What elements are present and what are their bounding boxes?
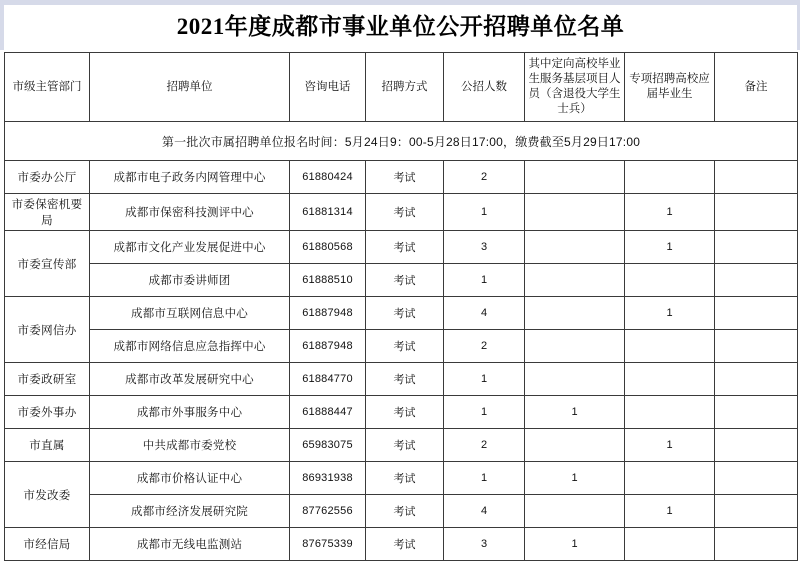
registration-notice: 第一批次市属招聘单位报名时间：5月24日9：00-5月28日17:00，缴费截至5月29日17:00 bbox=[5, 122, 798, 161]
cell-special-count: 1 bbox=[625, 231, 715, 264]
cell-phone: 61888447 bbox=[290, 396, 366, 429]
cell-special-count bbox=[625, 528, 715, 561]
cell-recruiting-unit: 成都市改革发展研究中心 bbox=[90, 363, 290, 396]
cell-supervising-department: 市经信局 bbox=[5, 528, 90, 561]
cell-recruiting-unit: 成都市互联网信息中心 bbox=[90, 297, 290, 330]
cell-special-count bbox=[625, 264, 715, 297]
table-row bbox=[5, 194, 798, 231]
cell-remark bbox=[715, 297, 798, 330]
cell-remark bbox=[715, 528, 798, 561]
cell-supervising-department: 市委外事办 bbox=[5, 396, 90, 429]
recruitment-table bbox=[4, 52, 798, 561]
cell-recruitment-method: 考试 bbox=[366, 495, 444, 528]
cell-recruiting-unit: 成都市无线电监测站 bbox=[90, 528, 290, 561]
cell-recruiting-unit: 成都市价格认证中心 bbox=[90, 462, 290, 495]
cell-special-count: 1 bbox=[625, 495, 715, 528]
cell-remark bbox=[715, 495, 798, 528]
column-header-recruiting-unit: 招聘单位 bbox=[90, 53, 290, 122]
cell-recruiting-unit: 成都市文化产业发展促进中心 bbox=[90, 231, 290, 264]
table-row bbox=[5, 495, 798, 528]
cell-recruiting-unit: 成都市网络信息应急指挥中心 bbox=[90, 330, 290, 363]
table-row bbox=[5, 363, 798, 396]
cell-special-count: 1 bbox=[625, 194, 715, 231]
table-header bbox=[5, 53, 798, 122]
cell-special-count bbox=[625, 363, 715, 396]
cell-phone: 61880568 bbox=[290, 231, 366, 264]
cell-supervising-department: 市委政研室 bbox=[5, 363, 90, 396]
cell-supervising-department: 市委网信办 bbox=[5, 297, 90, 363]
cell-supervising-department: 市委办公厅 bbox=[5, 161, 90, 194]
cell-recruitment-method: 考试 bbox=[366, 363, 444, 396]
column-header-remark: 备注 bbox=[715, 53, 798, 122]
cell-remark bbox=[715, 330, 798, 363]
cell-supervising-department: 市发改委 bbox=[5, 462, 90, 528]
cell-remark bbox=[715, 264, 798, 297]
column-header-supervising-department: 市级主管部门 bbox=[5, 53, 90, 122]
cell-public-count: 1 bbox=[444, 264, 525, 297]
cell-grassroots-count bbox=[525, 330, 625, 363]
cell-public-count: 4 bbox=[444, 495, 525, 528]
cell-recruitment-method: 考试 bbox=[366, 462, 444, 495]
cell-recruiting-unit: 成都市外事服务中心 bbox=[90, 396, 290, 429]
cell-recruitment-method: 考试 bbox=[366, 161, 444, 194]
table-row bbox=[5, 396, 798, 429]
cell-recruitment-method: 考试 bbox=[366, 264, 444, 297]
cell-recruitment-method: 考试 bbox=[366, 429, 444, 462]
cell-grassroots-count: 1 bbox=[525, 396, 625, 429]
column-header-grassroots-program: 其中定向高校毕业生服务基层项目人员（含退役大学生士兵） bbox=[525, 53, 625, 122]
cell-grassroots-count bbox=[525, 231, 625, 264]
cell-recruitment-method: 考试 bbox=[366, 194, 444, 231]
cell-recruitment-method: 考试 bbox=[366, 396, 444, 429]
cell-phone: 61884770 bbox=[290, 363, 366, 396]
cell-grassroots-count bbox=[525, 363, 625, 396]
cell-recruiting-unit: 中共成都市委党校 bbox=[90, 429, 290, 462]
page-title: 2021年度成都市事业单位公开招聘单位名单 bbox=[176, 14, 625, 39]
cell-recruiting-unit: 成都市保密科技测评中心 bbox=[90, 194, 290, 231]
document-body bbox=[4, 5, 797, 561]
cell-recruiting-unit: 成都市委讲师团 bbox=[90, 264, 290, 297]
cell-special-count bbox=[625, 396, 715, 429]
cell-phone: 61880424 bbox=[290, 161, 366, 194]
cell-public-count: 1 bbox=[444, 194, 525, 231]
cell-remark bbox=[715, 363, 798, 396]
cell-public-count: 3 bbox=[444, 231, 525, 264]
cell-remark bbox=[715, 462, 798, 495]
cell-grassroots-count bbox=[525, 194, 625, 231]
cell-special-count: 1 bbox=[625, 297, 715, 330]
cell-phone: 65983075 bbox=[290, 429, 366, 462]
column-header-special-graduates: 专项招聘高校应届毕业生 bbox=[625, 53, 715, 122]
cell-supervising-department: 市直属 bbox=[5, 429, 90, 462]
table-row bbox=[5, 462, 798, 495]
cell-grassroots-count: 1 bbox=[525, 528, 625, 561]
cell-phone: 61881314 bbox=[290, 194, 366, 231]
table-body bbox=[5, 122, 798, 561]
column-header-recruitment-method: 招聘方式 bbox=[366, 53, 444, 122]
cell-phone: 61888510 bbox=[290, 264, 366, 297]
table-row bbox=[5, 297, 798, 330]
cell-public-count: 1 bbox=[444, 396, 525, 429]
cell-grassroots-count bbox=[525, 429, 625, 462]
cell-special-count bbox=[625, 330, 715, 363]
column-header-public-count: 公招人数 bbox=[444, 53, 525, 122]
cell-recruiting-unit: 成都市电子政务内网管理中心 bbox=[90, 161, 290, 194]
notice-row bbox=[5, 122, 798, 161]
table-row bbox=[5, 330, 798, 363]
table-row bbox=[5, 264, 798, 297]
cell-public-count: 2 bbox=[444, 161, 525, 194]
cell-public-count: 3 bbox=[444, 528, 525, 561]
cell-supervising-department: 市委宣传部 bbox=[5, 231, 90, 297]
table-row bbox=[5, 429, 798, 462]
cell-grassroots-count bbox=[525, 161, 625, 194]
cell-remark bbox=[715, 194, 798, 231]
cell-recruitment-method: 考试 bbox=[366, 330, 444, 363]
cell-phone: 86931938 bbox=[290, 462, 366, 495]
cell-remark bbox=[715, 396, 798, 429]
cell-remark bbox=[715, 161, 798, 194]
cell-special-count: 1 bbox=[625, 429, 715, 462]
cell-recruitment-method: 考试 bbox=[366, 528, 444, 561]
cell-phone: 61887948 bbox=[290, 297, 366, 330]
cell-grassroots-count bbox=[525, 297, 625, 330]
cell-public-count: 1 bbox=[444, 363, 525, 396]
cell-public-count: 1 bbox=[444, 462, 525, 495]
cell-grassroots-count: 1 bbox=[525, 462, 625, 495]
cell-public-count: 4 bbox=[444, 297, 525, 330]
cell-phone: 87675339 bbox=[290, 528, 366, 561]
column-header-phone: 咨询电话 bbox=[290, 53, 366, 122]
table-row bbox=[5, 528, 798, 561]
cell-public-count: 2 bbox=[444, 429, 525, 462]
table-row bbox=[5, 231, 798, 264]
cell-recruiting-unit: 成都市经济发展研究院 bbox=[90, 495, 290, 528]
cell-supervising-department: 市委保密机要局 bbox=[5, 194, 90, 231]
header-row bbox=[5, 53, 798, 122]
cell-remark bbox=[715, 231, 798, 264]
cell-remark bbox=[715, 429, 798, 462]
cell-phone: 87762556 bbox=[290, 495, 366, 528]
cell-grassroots-count bbox=[525, 495, 625, 528]
table-row bbox=[5, 161, 798, 194]
cell-recruitment-method: 考试 bbox=[366, 231, 444, 264]
cell-phone: 61887948 bbox=[290, 330, 366, 363]
cell-special-count bbox=[625, 462, 715, 495]
cell-recruitment-method: 考试 bbox=[366, 297, 444, 330]
cell-public-count: 2 bbox=[444, 330, 525, 363]
cell-special-count bbox=[625, 161, 715, 194]
cell-grassroots-count bbox=[525, 264, 625, 297]
